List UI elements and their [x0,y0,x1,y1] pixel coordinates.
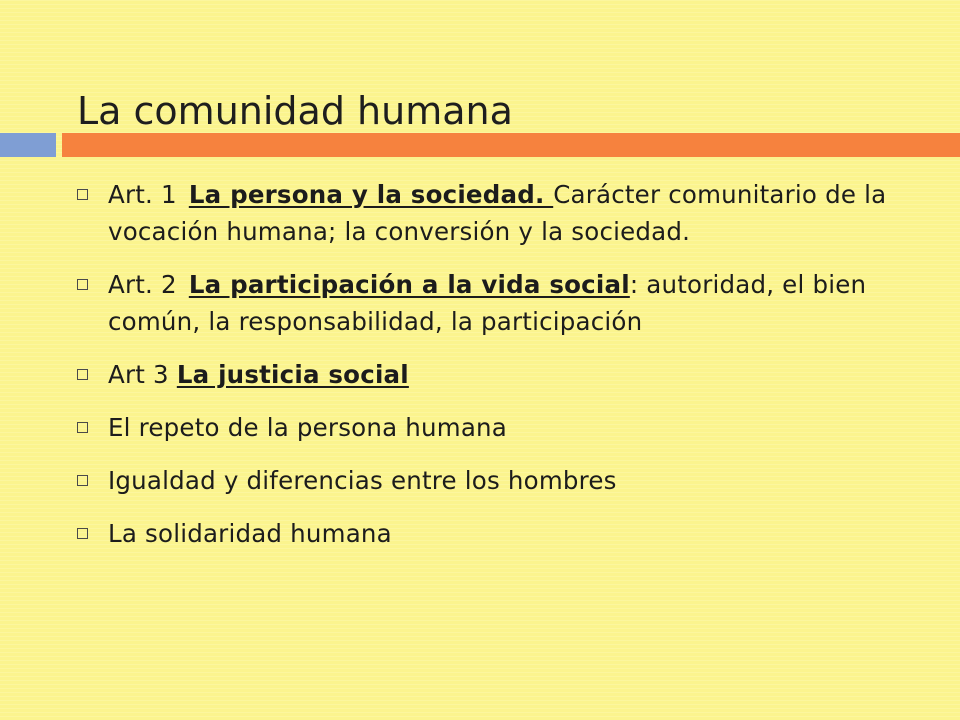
article-description: : autoridad, el bien común, la responsabilidad, la participación [108,270,875,336]
slide-title: La comunidad humana [77,89,513,133]
article-number: Art. 1 [108,180,177,209]
list-item-text: La solidaridad humana [108,519,392,548]
article-link[interactable]: La justicia social [176,360,409,389]
square-bullet-icon [77,475,88,486]
list-item [76,462,916,499]
square-bullet-icon [77,279,88,290]
article-link[interactable]: La participación a la vida social [188,270,630,299]
list-item [76,266,916,340]
list-item [76,356,916,393]
title-accent-bar-orange [62,133,960,157]
bullet-list [76,176,916,552]
article-link[interactable]: La persona y la sociedad. [188,180,554,209]
list-item [76,515,916,552]
square-bullet-icon [77,528,88,539]
square-bullet-icon [77,369,88,380]
article-number: Art. 2 [108,270,177,299]
list-item-text: Igualdad y diferencias entre los hombres [108,466,617,495]
list-item [76,176,916,250]
list-item-text: El repeto de la persona humana [108,413,507,442]
article-number: Art 3 [108,360,177,389]
article-description: Carácter comunitario de la vocación humana; la conversión y la sociedad. [108,180,895,246]
title-accent-bar-blue [0,133,56,157]
square-bullet-icon [77,189,88,200]
square-bullet-icon [77,422,88,433]
list-item [76,409,916,446]
